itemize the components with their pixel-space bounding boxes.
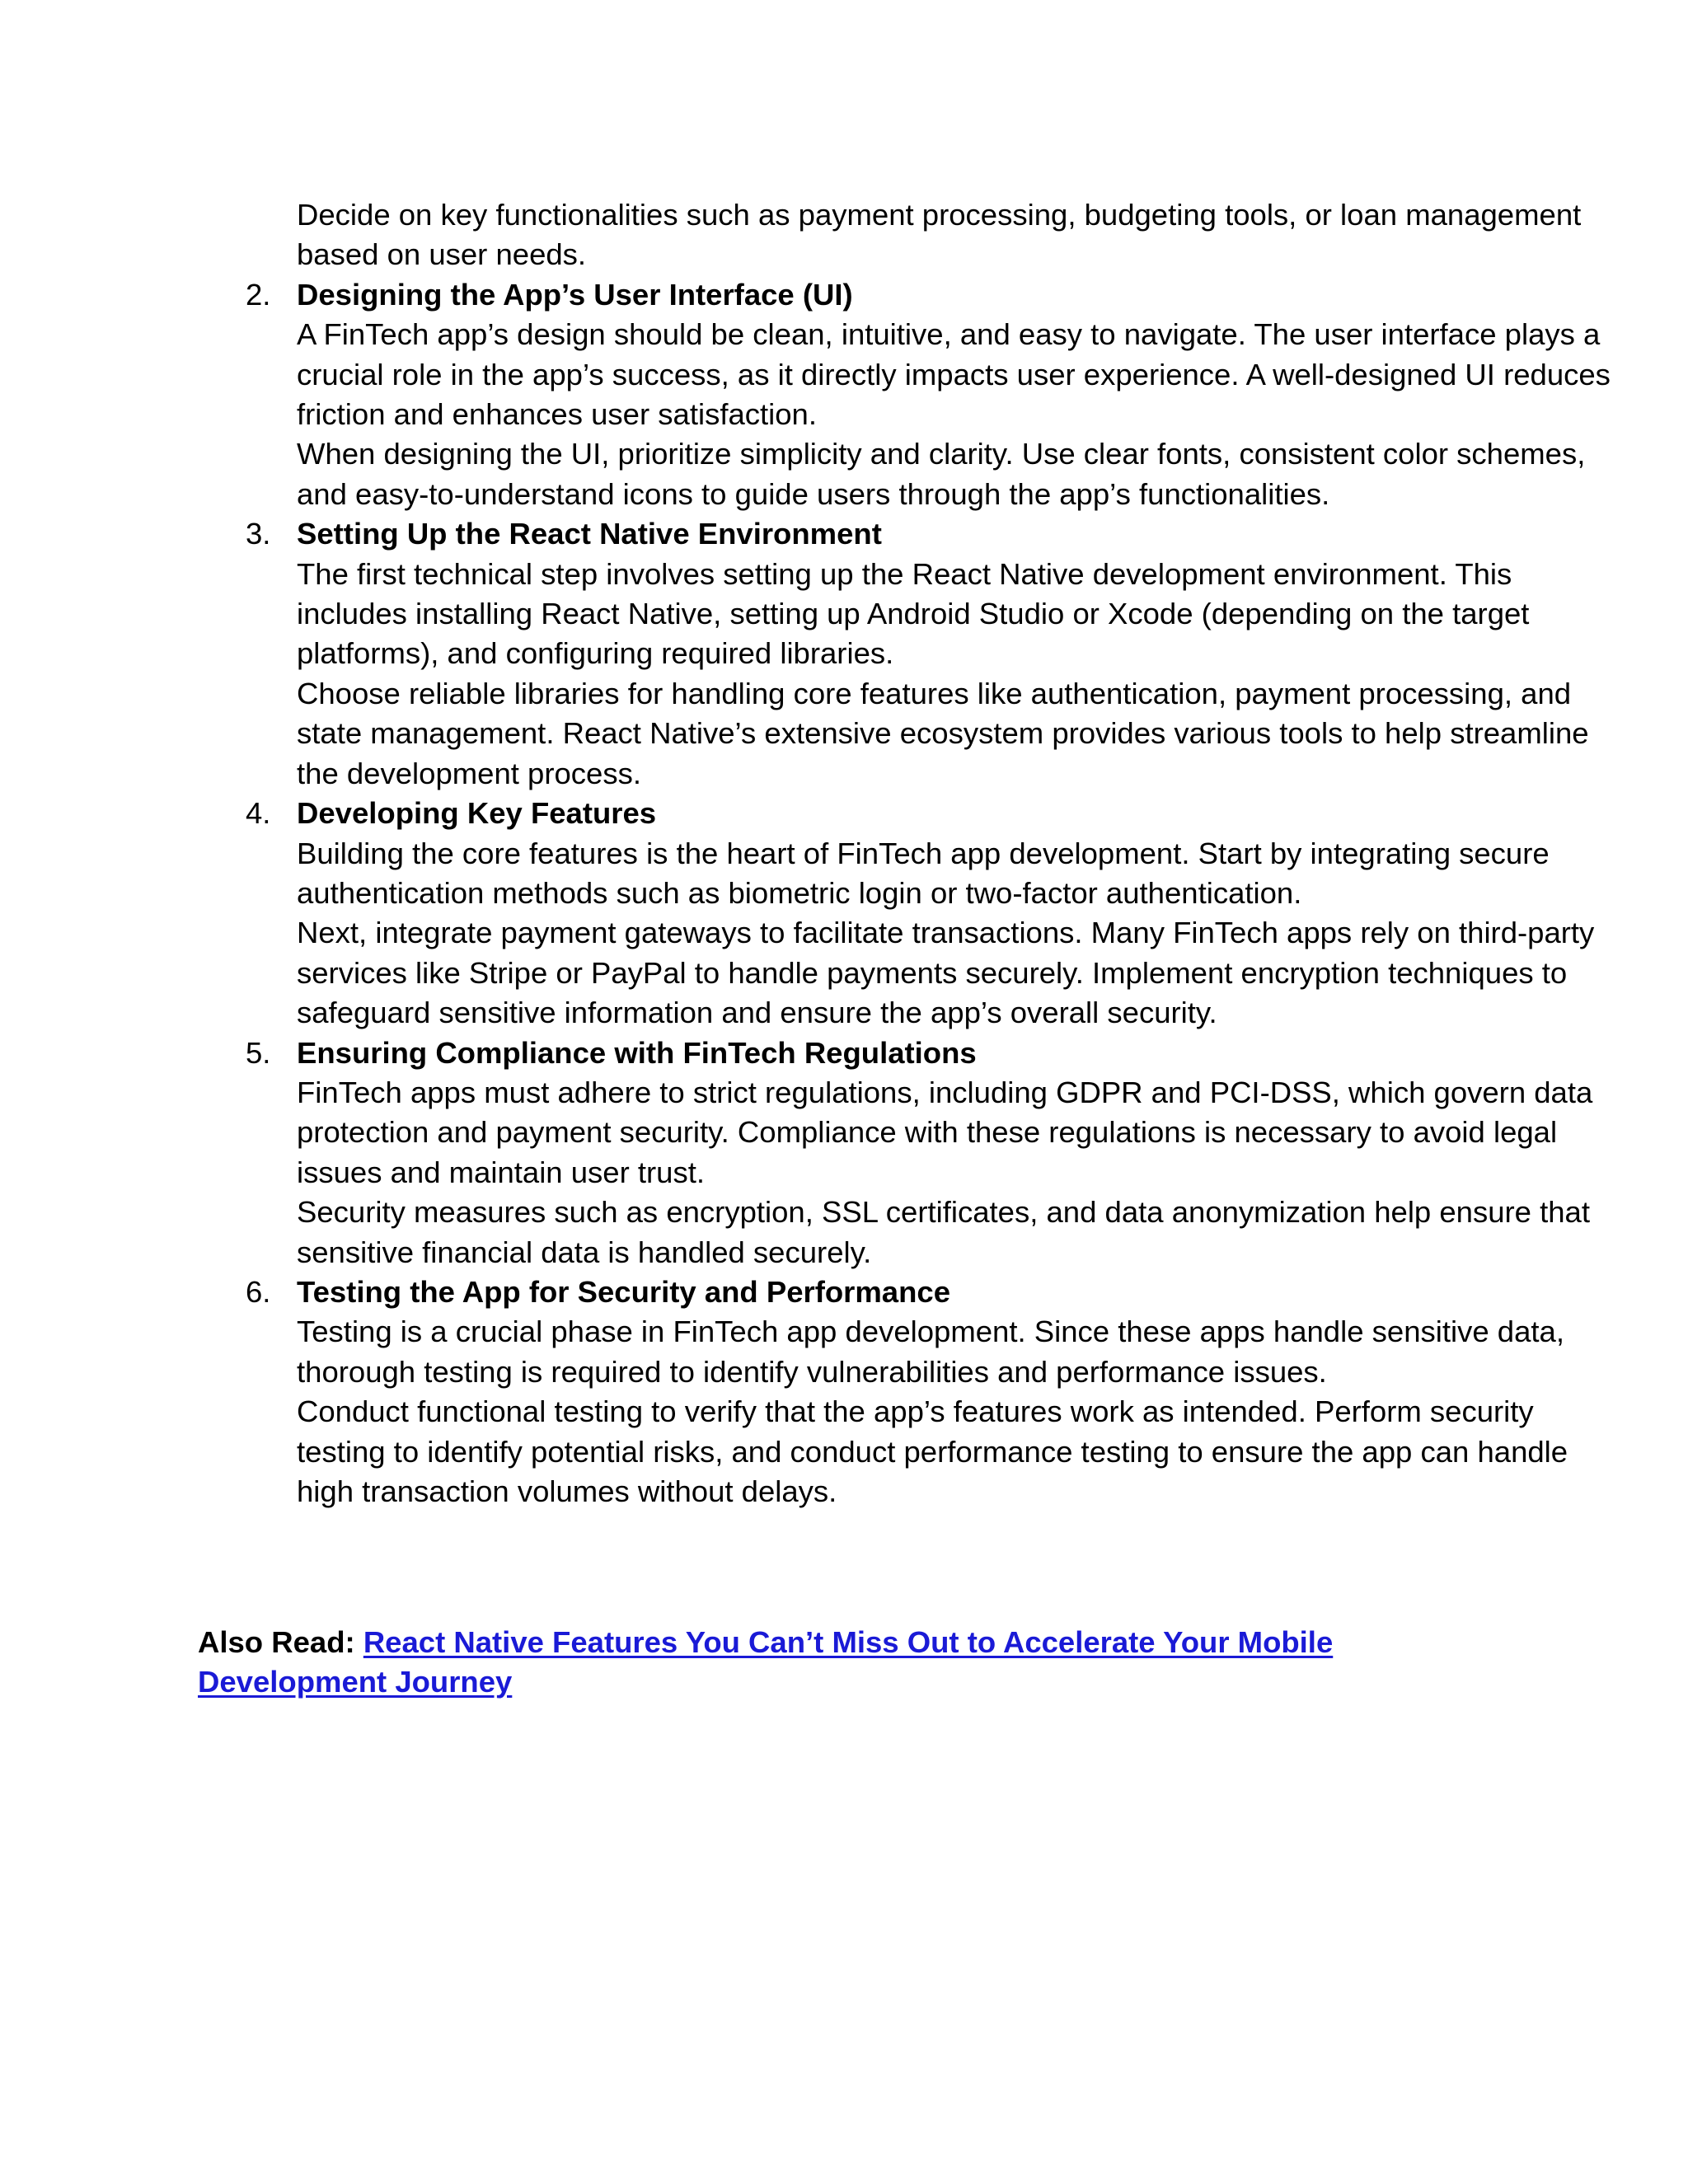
step-paragraph: A FinTech app’s design should be clean, intuitive, and easy to navigate. The user interface plays a crucial role in the app’s success, as it directly impacts user experience. A well-designed UI reduces friction and enhances user satisfaction. — [297, 317, 1611, 432]
step-item — [0, 514, 1688, 794]
also-read — [198, 1623, 1368, 1703]
step-paragraph: Choose reliable libraries for handling core features like authentication, payment processing, and state management. React Native’s extensive ecosystem provides various tools to help streamline the development process. — [297, 676, 1589, 790]
also-read-link[interactable]: React Native Features You Can’t Miss Out to Accelerate Your Mobile Development Journey — [198, 1625, 1334, 1699]
step-paragraph: Security measures such as encryption, SSL certificates, and data anonymization help ensure that sensitive financial data is handled securely. — [297, 1195, 1591, 1269]
step-title: Ensuring Compliance with FinTech Regulations — [297, 1035, 977, 1070]
step-paragraph: FinTech apps must adhere to strict regulations, including GDPR and PCI-DSS, which govern data protection and payment security. Compliance with these regulations is necessary to avoid legal issues and maintain user trust. — [297, 1075, 1593, 1189]
also-read-label: Also Read: — [198, 1625, 355, 1659]
steps-list — [0, 195, 1688, 1511]
step-paragraph: Conduct functional testing to verify that the app’s features work as intended. Perform security testing to identify potential risks, and conduct performance testing to ensure the app can handle high transaction volumes without delays. — [297, 1394, 1568, 1508]
step-number: 5. — [246, 1035, 271, 1070]
step-number: 6. — [246, 1274, 271, 1309]
step-heading — [0, 794, 1615, 833]
step-number: 2. — [246, 277, 271, 312]
step-item — [0, 1272, 1688, 1511]
step-paragraph: The first technical step involves setting up the React Native development environment. This includes installing React Native, setting up Android Studio or Xcode (depending on the target platforms), and configuring required libraries. — [297, 556, 1530, 671]
step-item — [0, 1033, 1688, 1272]
step-heading — [0, 1272, 1615, 1312]
step-item — [0, 275, 1688, 514]
step-number: 4. — [246, 796, 271, 831]
step-item — [0, 794, 1688, 1033]
step-paragraph: When designing the UI, prioritize simplicity and clarity. Use clear fonts, consistent color schemes, and easy-to-understand icons to guide users through the app’s functionalities. — [297, 437, 1586, 511]
step-heading — [0, 514, 1615, 554]
step-paragraph: Building the core features is the heart of FinTech app development. Start by integrating secure authentication methods such as biometric login or two-factor authentication. — [297, 836, 1550, 910]
step-number: 3. — [246, 517, 271, 551]
step-heading — [0, 275, 1615, 315]
intro-paragraph: Decide on key functionalities such as payment processing, budgeting tools, or loan management based on user needs. — [297, 198, 1582, 272]
step-title: Developing Key Features — [297, 796, 657, 831]
step-paragraph: Testing is a crucial phase in FinTech app development. Since these apps handle sensitive data, thorough testing is required to identify vulnerabilities and performance issues. — [297, 1315, 1564, 1389]
step-paragraph: Next, integrate payment gateways to facilitate transactions. Many FinTech apps rely on third-party services like Stripe or PayPal to handle payments securely. Implement encryption techniques to safeguard sensitive information and ensure the app’s overall security. — [297, 916, 1595, 1030]
step-title: Setting Up the React Native Environment — [297, 517, 882, 551]
step-heading — [0, 1033, 1615, 1073]
step-title: Designing the App’s User Interface (UI) — [297, 277, 853, 312]
step-title: Testing the App for Security and Performance — [297, 1274, 951, 1309]
